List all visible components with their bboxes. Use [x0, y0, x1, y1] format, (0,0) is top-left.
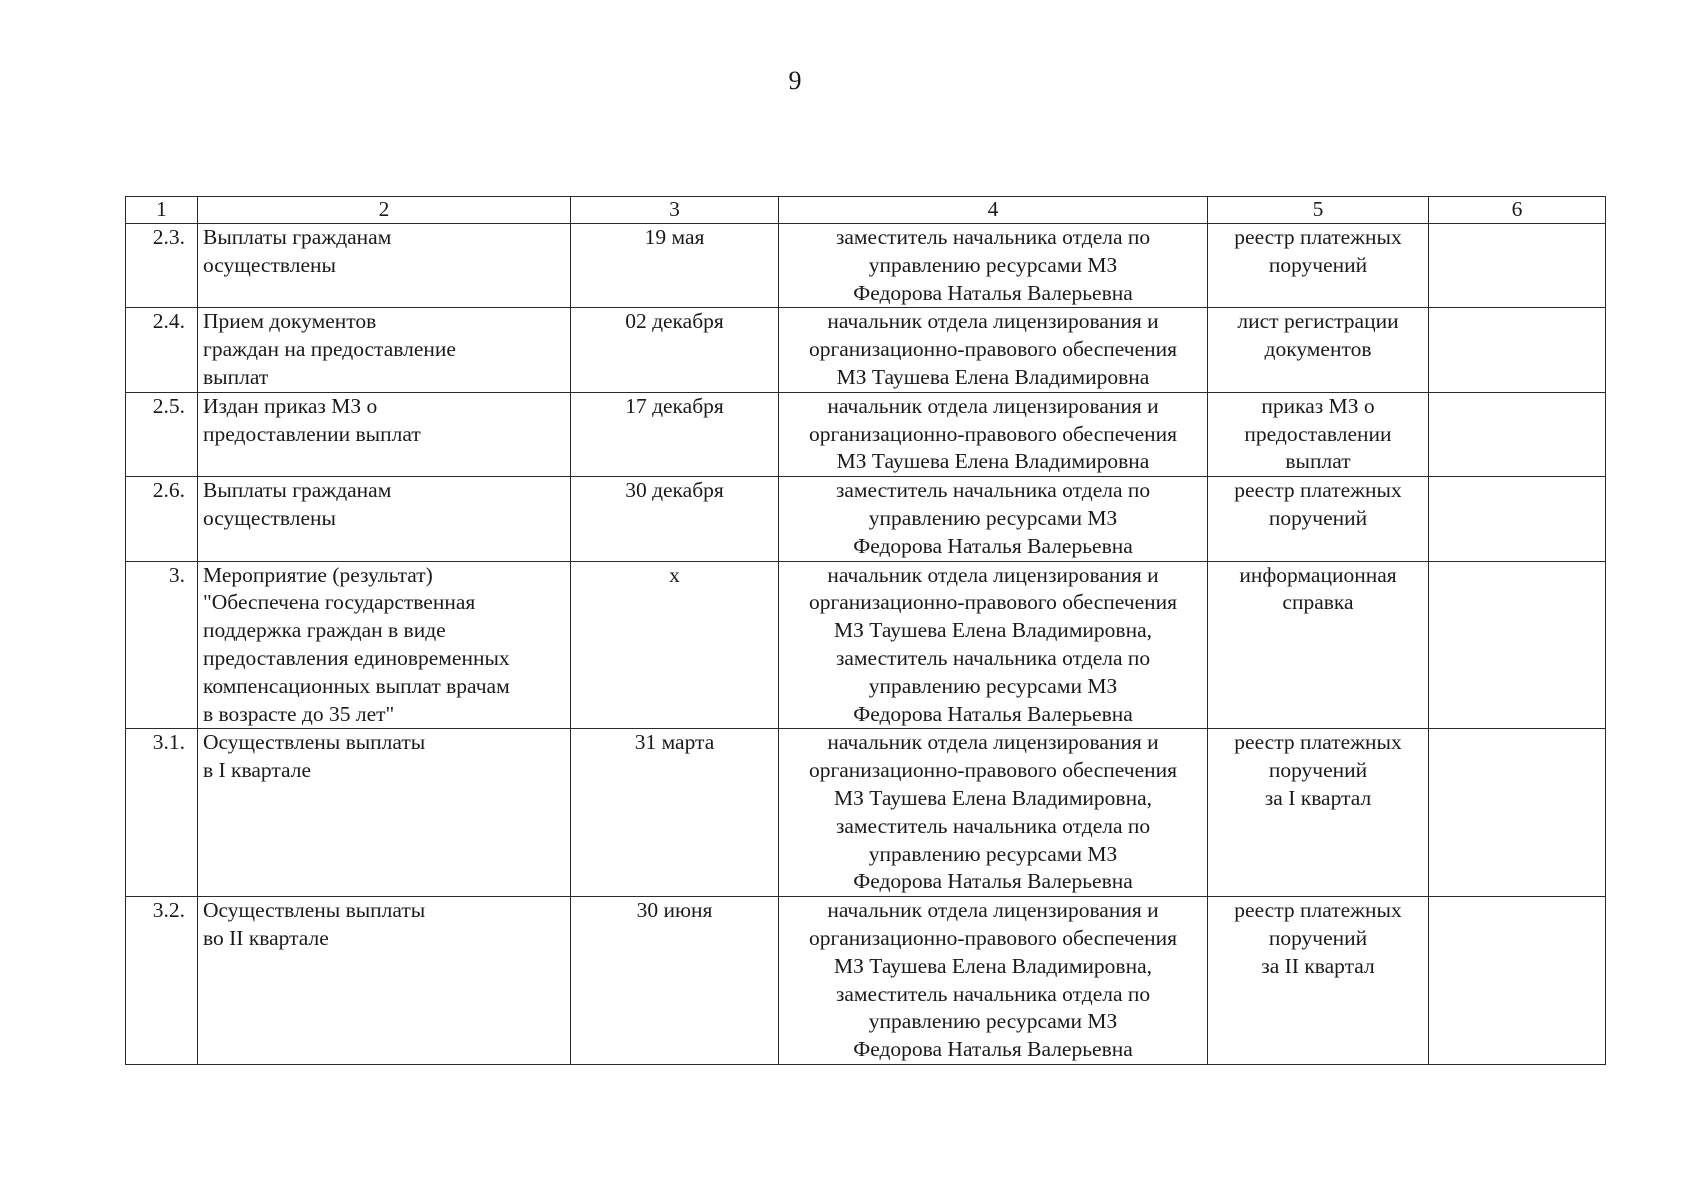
event-name-line: осуществлены [203, 505, 336, 530]
row-number: 3.1. [152, 730, 185, 755]
responsible-cell [779, 477, 1208, 561]
header-cell-3: 3 [571, 197, 779, 224]
event-name-line: Выплаты гражданам [203, 225, 392, 249]
deadline-text: 30 июня [636, 898, 713, 923]
plan-table [125, 196, 1606, 1065]
responsible-line: организационно-правового обеспечения [808, 421, 1178, 446]
responsible-line: управлению ресурсами МЗ [868, 505, 1118, 530]
event-name-line: предоставлении выплат [203, 421, 421, 446]
event-name-line: компенсационных выплат врачам [203, 673, 510, 698]
responsible-line: управлению ресурсами МЗ [868, 252, 1118, 277]
header-cell-5: 5 [1208, 197, 1429, 224]
row-number-cell [126, 308, 198, 392]
deadline-text: х [669, 562, 680, 587]
event-name-line: поддержка граждан в виде [203, 618, 446, 643]
table-row [126, 308, 1606, 392]
responsible-cell [779, 308, 1208, 392]
document-line: поручений [1268, 505, 1368, 530]
deadline-cell [571, 308, 779, 392]
responsible-line: заместитель начальника отдела по [835, 981, 1151, 1006]
document-line: реестр платежных [1234, 478, 1402, 503]
event-name-cell [198, 477, 571, 561]
column-6-cell [1429, 897, 1606, 1065]
responsible-line: Федорова Наталья Валерьевна [853, 869, 1133, 894]
deadline-text: 02 декабря [625, 309, 724, 334]
responsible-line: Федорова Наталья Валерьевна [853, 1037, 1133, 1062]
header-cell-4: 4 [779, 197, 1208, 224]
responsible-line: организационно-правового обеспечения [808, 925, 1178, 950]
column-6-cell [1429, 477, 1606, 561]
event-name-line: Выплаты гражданам [203, 478, 392, 503]
responsible-line: МЗ Таушева Елена Владимировна [836, 364, 1150, 389]
responsible-line: организационно-правового обеспечения [808, 337, 1178, 362]
column-6-cell [1429, 729, 1606, 897]
deadline-cell [571, 392, 779, 476]
header-cell-1: 1 [126, 197, 198, 224]
document-line: за II квартал [1261, 953, 1375, 978]
document-cell [1208, 729, 1429, 897]
header-cell-2: 2 [198, 197, 571, 224]
header-cell-6: 6 [1429, 197, 1606, 224]
responsible-line: начальник отдела лицензирования и [827, 309, 1159, 334]
document-line: лист регистрации [1237, 309, 1399, 334]
document-line: приказ МЗ о [1261, 393, 1375, 418]
responsible-cell [779, 561, 1208, 729]
table-row [126, 477, 1606, 561]
deadline-cell [571, 897, 779, 1065]
deadline-cell [571, 224, 779, 308]
document-line: за I квартал [1264, 785, 1372, 810]
event-name-line: "Обеспечена государственная [203, 590, 476, 615]
document-line: поручений [1268, 758, 1368, 783]
responsible-line: начальник отдела лицензирования и [827, 562, 1159, 587]
row-number-cell [126, 897, 198, 1065]
event-name-line: в I квартале [203, 758, 312, 783]
event-name-line: в возрасте до 35 лет" [203, 701, 395, 726]
row-number-cell [126, 561, 198, 729]
document-cell [1208, 477, 1429, 561]
row-number: 3. [168, 562, 185, 587]
deadline-cell [571, 729, 779, 897]
table-row [126, 561, 1606, 729]
responsible-line: заместитель начальника отдела по [835, 645, 1151, 670]
row-number: 2.4. [152, 309, 185, 334]
responsible-cell [779, 224, 1208, 308]
event-name-line: предоставления единовременных [203, 645, 510, 670]
responsible-line: начальник отдела лицензирования и [827, 898, 1159, 923]
responsible-cell [779, 392, 1208, 476]
row-number: 2.5. [152, 393, 185, 418]
table-row [126, 392, 1606, 476]
deadline-text: 30 декабря [625, 478, 724, 503]
document-cell [1208, 308, 1429, 392]
event-name-cell [198, 561, 571, 729]
document-cell [1208, 561, 1429, 729]
responsible-line: МЗ Таушева Елена Владимировна [836, 449, 1150, 474]
responsible-line: заместитель начальника отдела по [835, 813, 1151, 838]
row-number-cell [126, 729, 198, 897]
event-name-line: Осуществлены выплаты [203, 730, 426, 755]
row-number-cell [126, 477, 198, 561]
document-line: поручений [1268, 252, 1368, 277]
event-name-cell [198, 897, 571, 1065]
table-row [126, 729, 1606, 897]
document-cell [1208, 897, 1429, 1065]
deadline-text: 31 марта [634, 730, 715, 755]
document-line: выплат [1285, 449, 1351, 474]
document-line: поручений [1268, 925, 1368, 950]
deadline-cell [571, 561, 779, 729]
responsible-line: Федорова Наталья Валерьевна [853, 280, 1133, 305]
document-line: реестр платежных [1234, 225, 1402, 249]
responsible-line: Федорова Наталья Валерьевна [853, 701, 1133, 726]
document-line: реестр платежных [1234, 898, 1402, 923]
responsible-line: организационно-правового обеспечения [808, 758, 1178, 783]
event-name-cell [198, 729, 571, 897]
responsible-line: организационно-правового обеспечения [808, 590, 1178, 615]
event-name-line: Осуществлены выплаты [203, 898, 426, 923]
event-name-line: Издан приказ МЗ о [203, 393, 378, 418]
document-line: информационная [1239, 562, 1397, 587]
responsible-cell [779, 729, 1208, 897]
responsible-line: МЗ Таушева Елена Владимировна, [833, 618, 1153, 643]
document-line: справка [1282, 590, 1354, 615]
document-line: предоставлении [1244, 421, 1392, 446]
page-number: 9 [788, 66, 802, 95]
column-6-cell [1429, 308, 1606, 392]
row-number-cell [126, 224, 198, 308]
responsible-line: управлению ресурсами МЗ [868, 841, 1118, 866]
row-number: 2.6. [152, 478, 185, 503]
row-number-cell [126, 392, 198, 476]
responsible-line: управлению ресурсами МЗ [868, 1009, 1118, 1034]
deadline-cell [571, 477, 779, 561]
event-name-line: во II квартале [203, 925, 329, 950]
deadline-text: 19 мая [644, 225, 705, 249]
event-name-cell [198, 308, 571, 392]
row-number: 3.2. [152, 898, 185, 923]
event-name-line: граждан на предоставление [203, 337, 456, 362]
event-name-line: выплат [203, 364, 269, 389]
responsible-cell [779, 897, 1208, 1065]
column-6-cell [1429, 561, 1606, 729]
event-name-line: Мероприятие (результат) [203, 562, 433, 587]
responsible-line: заместитель начальника отдела по [835, 478, 1151, 503]
column-6-cell [1429, 224, 1606, 308]
table-row [126, 224, 1606, 308]
responsible-line: МЗ Таушева Елена Владимировна, [833, 953, 1153, 978]
responsible-line: начальник отдела лицензирования и [827, 730, 1159, 755]
document-cell [1208, 224, 1429, 308]
event-name-line: осуществлены [203, 252, 336, 277]
document-line: документов [1264, 337, 1372, 362]
column-6-cell [1429, 392, 1606, 476]
responsible-line: начальник отдела лицензирования и [827, 393, 1159, 418]
responsible-line: управлению ресурсами МЗ [868, 673, 1118, 698]
table-header-row [126, 197, 1606, 224]
responsible-line: МЗ Таушева Елена Владимировна, [833, 785, 1153, 810]
document-line: реестр платежных [1234, 730, 1402, 755]
deadline-text: 17 декабря [625, 393, 724, 418]
event-name-cell [198, 224, 571, 308]
row-number: 2.3. [152, 225, 185, 249]
event-name-cell [198, 392, 571, 476]
responsible-line: Федорова Наталья Валерьевна [853, 533, 1133, 558]
document-cell [1208, 392, 1429, 476]
responsible-line: заместитель начальника отдела по [835, 225, 1151, 249]
event-name-line: Прием документов [203, 309, 377, 334]
table-row [126, 897, 1606, 1065]
